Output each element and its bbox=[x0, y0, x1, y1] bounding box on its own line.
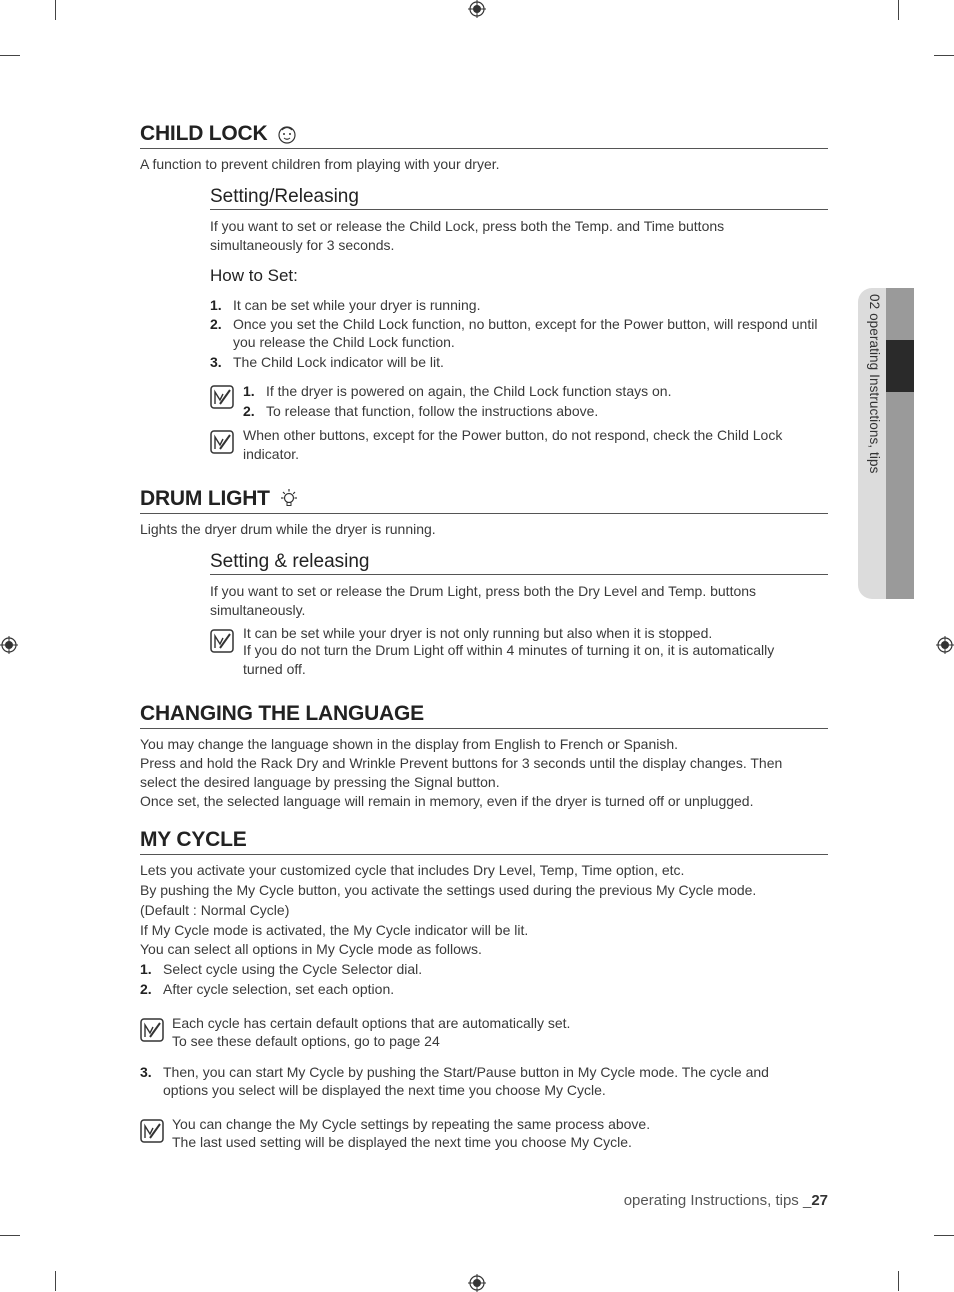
my-cycle-paragraph-2: By pushing the My Cycle button, you activate the settings used during the previous My Cycle mode. bbox=[140, 882, 757, 898]
my-cycle-paragraph-4: If My Cycle mode is activated, the My Cycle indicator will be lit. bbox=[140, 922, 529, 938]
language-paragraph-1: You may change the language shown in the display from English to French or Spanish. bbox=[140, 736, 679, 752]
registration-mark-icon bbox=[0, 636, 18, 654]
chapter-tab-label: 02 operating Instructions, tips bbox=[867, 294, 882, 474]
my-cycle-note-1-line-1: Each cycle has certain default options that are automatically set. bbox=[172, 1015, 571, 1031]
child-lock-note: When other buttons, except for the Power button, do not respond, check the Child Lock indicator. bbox=[243, 427, 783, 462]
drum-light-setting-text: If you want to set or release the Drum Light, press both the Dry Level and Temp. buttons simultaneously. bbox=[210, 583, 757, 618]
list-item: 1. It can be set while your dryer is running. bbox=[210, 297, 481, 313]
section-title-text: MY CYCLE bbox=[140, 828, 247, 851]
section-title-my-cycle bbox=[140, 828, 828, 855]
child-face-icon bbox=[276, 123, 298, 145]
my-cycle-paragraph-5: You can select all options in My Cycle mode as follows. bbox=[140, 941, 482, 957]
my-cycle-note-2-line-1: You can change the My Cycle settings by repeating the same process above. bbox=[172, 1116, 651, 1132]
list-item: 3. The Child Lock indicator will be lit. bbox=[210, 354, 444, 370]
crop-mark bbox=[55, 1271, 56, 1291]
how-to-set-title: How to Set: bbox=[210, 266, 298, 285]
list-item: 2. To release that function, follow the instructions above. bbox=[243, 403, 599, 419]
registration-mark-icon bbox=[468, 0, 486, 18]
crop-mark bbox=[0, 1235, 20, 1236]
drum-light-note-line-1: It can be set while your dryer is not only running but also when it is stopped. bbox=[243, 625, 713, 641]
crop-mark bbox=[898, 0, 899, 20]
list-item: 1. Select cycle using the Cycle Selector dial. bbox=[140, 961, 423, 977]
child-lock-intro: A function to prevent children from playing with your dryer. bbox=[140, 156, 500, 172]
list-item: 1. If the dryer is powered on again, the Child Lock function stays on. bbox=[243, 383, 672, 399]
light-bulb-icon bbox=[278, 488, 300, 510]
crop-mark bbox=[934, 55, 954, 56]
footer-label: operating Instructions, tips _ bbox=[623, 1192, 812, 1209]
drum-light-note-line-2: If you do not turn the Drum Light off within 4 minutes of turning it on, it is automatically turned off. bbox=[243, 642, 775, 677]
registration-mark-icon bbox=[936, 636, 954, 654]
my-cycle-note-1-line-2: To see these default options, go to page 24 bbox=[172, 1033, 440, 1049]
my-cycle-paragraph-3: (Default : Normal Cycle) bbox=[140, 902, 290, 918]
list-item: 2. After cycle selection, set each option. bbox=[140, 981, 395, 997]
list-item: 2. Once you set the Child Lock function, no button, except for the Power button, will respond until you release the Child Lock function. bbox=[210, 316, 818, 350]
page-number: 27 bbox=[811, 1192, 828, 1209]
section-title-text: DRUM LIGHT bbox=[140, 487, 270, 510]
crop-mark bbox=[55, 0, 56, 20]
section-title-text: CHANGING THE LANGUAGE bbox=[140, 702, 424, 725]
drum-light-intro: Lights the dryer drum while the dryer is running. bbox=[140, 521, 436, 537]
note-icon bbox=[140, 1018, 164, 1042]
section-title-drum-light bbox=[140, 487, 828, 514]
note-icon bbox=[140, 1119, 164, 1143]
crop-mark bbox=[934, 1235, 954, 1236]
section-title-child-lock bbox=[140, 122, 828, 149]
note-icon bbox=[210, 430, 234, 454]
my-cycle-note-2-line-2: The last used setting will be displayed the next time you choose My Cycle. bbox=[172, 1134, 632, 1150]
chapter-tab-marker bbox=[886, 340, 914, 392]
subsection-title-setting-releasing: Setting/Releasing bbox=[210, 186, 828, 210]
my-cycle-paragraph-1: Lets you activate your customized cycle that includes Dry Level, Temp, Time option, etc. bbox=[140, 862, 685, 878]
crop-mark bbox=[0, 55, 20, 56]
list-item: 3. Then, you can start My Cycle by pushing the Start/Pause button in My Cycle mode. The cycle and options you select will be displayed the next time you choose My Cycle. bbox=[140, 1064, 769, 1098]
child-lock-setting-text: If you want to set or release the Child Lock, press both the Temp. and Time buttons simultaneously for 3 seconds. bbox=[210, 218, 725, 253]
note-icon bbox=[210, 385, 234, 409]
crop-mark bbox=[898, 1271, 899, 1291]
section-title-text: CHILD LOCK bbox=[140, 122, 268, 145]
page-footer bbox=[624, 1192, 828, 1209]
chapter-tab-strip bbox=[886, 288, 914, 599]
section-title-changing-language bbox=[140, 702, 828, 729]
registration-mark-icon bbox=[468, 1274, 486, 1292]
language-paragraph-3: Once set, the selected language will remain in memory, even if the dryer is turned off or unplugged. bbox=[140, 793, 754, 809]
subsection-title-setting-and-releasing: Setting & releasing bbox=[210, 551, 828, 575]
note-icon bbox=[210, 629, 234, 653]
language-paragraph-2: Press and hold the Rack Dry and Wrinkle Prevent buttons for 3 seconds until the display changes. Then select the desired language by pressing the Signal button. bbox=[140, 755, 783, 790]
